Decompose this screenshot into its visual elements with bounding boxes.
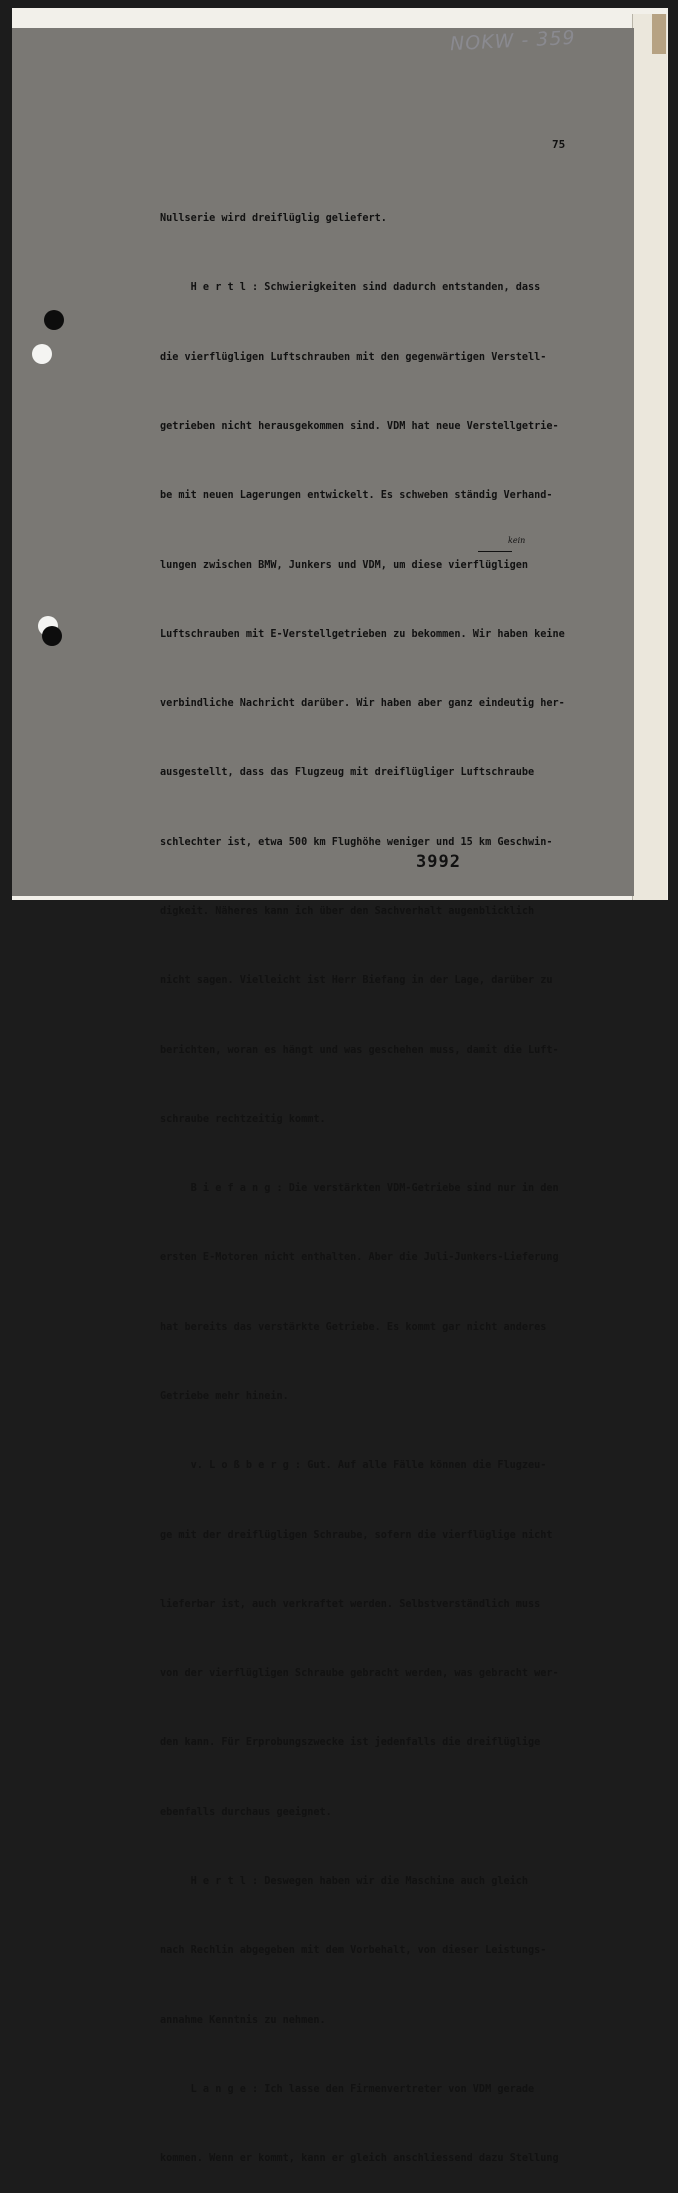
paper-edge: [632, 14, 667, 900]
text-line: kommen. Wenn er kommt, kann er gleich anschliessend dazu Stellung: [160, 2153, 559, 2165]
text-line: die vierflügligen Luftschrauben mit den gegenwärtigen Verstell-: [160, 351, 547, 363]
text-line: schraube rechtzeitig kommt.: [160, 1113, 326, 1125]
text-line: L a n g e : Ich lasse den Firmenvertreter von VDM gerade: [160, 2083, 535, 2095]
text-line: ersten E-Motoren nicht enthalten. Aber die Juli-Junkers-Lieferung: [160, 1252, 559, 1264]
text-line: nach Rechlin abgegeben mit dem Vorbehalt, von dieser Leistungs-: [160, 1945, 547, 1957]
text-line: lungen zwischen BMW, Junkers und VDM, um diese vierflügligen: [160, 559, 529, 571]
text-line: annahme Kenntnis zu nehmen.: [160, 2014, 326, 2026]
typed-body: [160, 161, 620, 2193]
archive-stamp: NOKW - 359: [449, 26, 577, 56]
strikethrough-mark: [478, 551, 512, 552]
text-line: Getriebe mehr hinein.: [160, 1390, 289, 1402]
paper-stain: [652, 14, 666, 54]
punch-hole: [32, 344, 52, 364]
punch-hole: [44, 310, 64, 330]
text-line: hat bereits das verstärkte Getriebe. Es kommt gar nicht anderes: [160, 1321, 547, 1333]
text-line: H e r t l : Deswegen haben wir die Maschine auch gleich: [160, 1875, 529, 1887]
text-line: B i e f a n g : Die verstärkten VDM-Getriebe sind nur in den: [160, 1183, 559, 1195]
text-line: lieferbar ist, auch verkraftet werden. Selbstverständlich muss: [160, 1598, 541, 1610]
punch-hole: [42, 626, 62, 646]
archive-number: 3992: [416, 852, 461, 872]
text-line: von der vierflügligen Schraube gebracht werden, was gebracht wer-: [160, 1668, 559, 1680]
text-line: Nullserie wird dreiflüglig geliefert.: [160, 213, 387, 225]
text-line: digkeit. Näheres kann ich über den Sachverhalt augenblicklich: [160, 906, 535, 917]
text-line: schlechter ist, etwa 500 km Flughöhe weniger und 15 km Geschwin-: [160, 836, 553, 848]
text-line: den kann. Für Erprobungszwecke ist jedenfalls die dreiflüglige: [160, 1737, 541, 1749]
handwritten-correction: kein: [508, 536, 526, 545]
text-line: H e r t l : Schwierigkeiten sind dadurch entstanden, dass: [160, 282, 541, 294]
text-line: ebenfalls durchaus geeignet.: [160, 1806, 332, 1818]
page-number: 75: [552, 138, 566, 151]
text-line: berichten, woran es hängt und was geschehen muss, damit die Luft-: [160, 1044, 559, 1056]
text-line: getrieben nicht herausgekommen sind. VDM hat neue Verstellgetrie-: [160, 421, 559, 433]
text-line: v. L o ß b e r g : Gut. Auf alle Fälle können die Flugzeu-: [160, 1460, 547, 1472]
text-line: nicht sagen. Vielleicht ist Herr Biefang in der Lage, darüber zu: [160, 975, 553, 987]
text-line: Luftschrauben mit E-Verstellgetrieben zu bekommen. Wir haben keine: [160, 628, 565, 640]
text-line: ge mit der dreiflügligen Schraube, sofern die vierflüglige nicht: [160, 1529, 553, 1541]
text-line: ausgestellt, dass das Flugzeug mit dreiflügliger Luftschraube: [160, 767, 535, 779]
text-line: be mit neuen Lagerungen entwickelt. Es schweben ständig Verhand-: [160, 490, 553, 502]
text-line: verbindliche Nachricht darüber. Wir haben aber ganz eindeutig her-: [160, 698, 565, 710]
